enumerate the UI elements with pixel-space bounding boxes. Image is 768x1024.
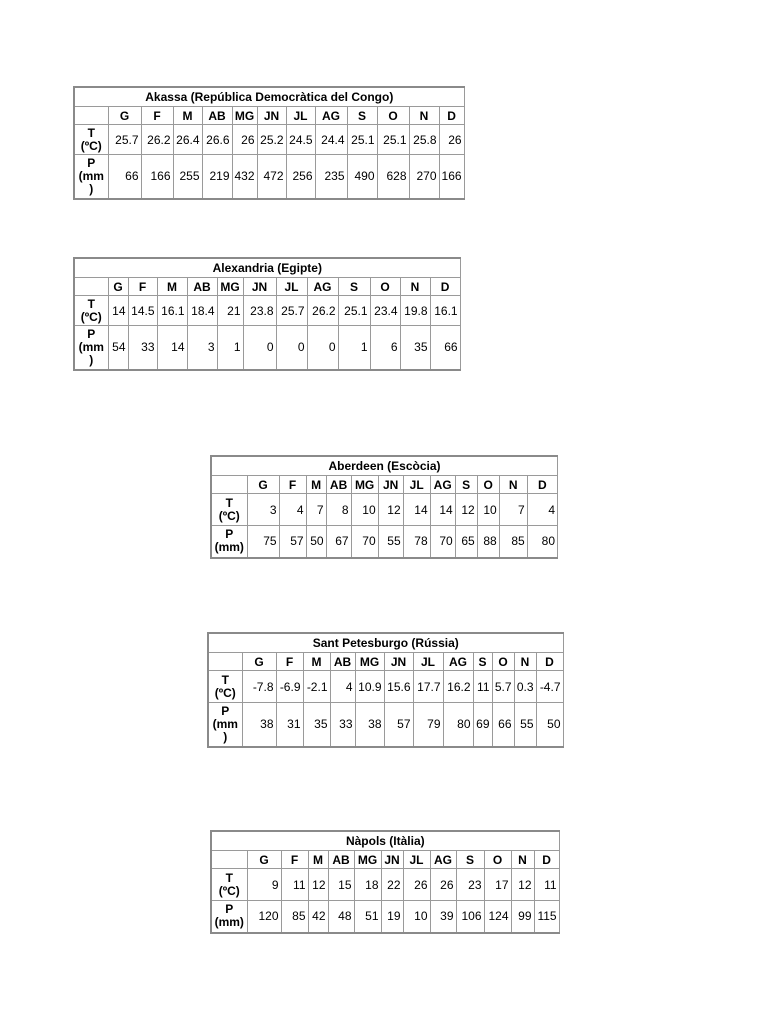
precipitation-cell: 3 [187, 326, 217, 370]
precipitation-cell: 33 [128, 326, 157, 370]
precipitation-cell: 432 [232, 155, 257, 199]
temperature-cell: 11 [473, 671, 492, 703]
precipitation-cell: 35 [400, 326, 430, 370]
precipitation-cell: 255 [173, 155, 202, 199]
precipitation-cell: 628 [377, 155, 409, 199]
temperature-cell: 12 [455, 494, 477, 526]
temperature-cell: 12 [378, 494, 403, 526]
month-header: M [157, 278, 187, 296]
precipitation-cell: 6 [370, 326, 400, 370]
month-header: O [370, 278, 400, 296]
temperature-label: T (ºC) [211, 494, 247, 526]
temperature-cell: 9 [247, 869, 281, 901]
corner-cell [211, 476, 247, 494]
month-header: N [511, 851, 534, 869]
precipitation-cell: 85 [281, 901, 308, 933]
month-header: MG [351, 476, 378, 494]
precipitation-label: P (mm ) [208, 703, 242, 747]
temperature-cell: 10.9 [355, 671, 384, 703]
temperature-cell: 15 [328, 869, 354, 901]
month-header: AB [330, 653, 355, 671]
precipitation-cell: 256 [286, 155, 315, 199]
precipitation-cell: 472 [257, 155, 286, 199]
temperature-cell: 25.2 [257, 125, 286, 155]
table-title: Sant Petesburgo (Rússia) [208, 633, 563, 653]
precipitation-cell: 80 [527, 526, 557, 558]
precipitation-cell: 57 [384, 703, 413, 747]
precipitation-cell: 66 [108, 155, 141, 199]
temperature-cell: 18.4 [187, 296, 217, 326]
precipitation-cell: 235 [315, 155, 347, 199]
precipitation-label: P (mm ) [74, 155, 108, 199]
month-header: JN [257, 107, 286, 125]
temperature-cell: 23 [456, 869, 484, 901]
precipitation-cell: 39 [430, 901, 456, 933]
temperature-cell: 26 [439, 125, 464, 155]
month-header: M [308, 851, 328, 869]
month-header: O [377, 107, 409, 125]
temperature-label: T (ºC) [211, 869, 247, 901]
temperature-cell: 11 [281, 869, 308, 901]
precipitation-cell: 115 [534, 901, 559, 933]
month-header: S [456, 851, 484, 869]
precipitation-row [208, 703, 563, 747]
month-header: O [492, 653, 514, 671]
month-header: F [276, 653, 303, 671]
temperature-cell: 16.1 [157, 296, 187, 326]
temperature-row [211, 494, 558, 526]
precipitation-cell: 69 [473, 703, 492, 747]
temperature-cell: 25.8 [409, 125, 439, 155]
month-header-row [211, 476, 558, 494]
month-header: G [108, 278, 128, 296]
corner-cell [74, 278, 108, 296]
month-header: G [247, 476, 279, 494]
temperature-cell: 22 [381, 869, 403, 901]
temperature-cell: 26.4 [173, 125, 202, 155]
month-header: JN [381, 851, 403, 869]
precipitation-cell: 65 [455, 526, 477, 558]
precipitation-cell: 79 [413, 703, 443, 747]
climate-table-sant-petesburgo [207, 632, 564, 748]
temperature-cell: 14.5 [128, 296, 157, 326]
temperature-cell: 16.2 [443, 671, 473, 703]
temperature-cell: 7 [306, 494, 326, 526]
precipitation-cell: 55 [514, 703, 536, 747]
precipitation-cell: 75 [247, 526, 279, 558]
precipitation-cell: 67 [326, 526, 351, 558]
temperature-row [211, 869, 559, 901]
temperature-cell: 19.8 [400, 296, 430, 326]
precipitation-row [211, 526, 558, 558]
month-header: F [128, 278, 157, 296]
month-header: G [242, 653, 276, 671]
temperature-cell: 24.4 [315, 125, 347, 155]
month-header: MG [355, 653, 384, 671]
precipitation-cell: 33 [330, 703, 355, 747]
precipitation-cell: 0 [307, 326, 338, 370]
temperature-cell: 14 [403, 494, 430, 526]
temperature-cell: 17.7 [413, 671, 443, 703]
temperature-cell: 26 [403, 869, 430, 901]
precipitation-cell: 0 [276, 326, 307, 370]
temperature-label: T (ºC) [74, 296, 108, 326]
precipitation-row [74, 326, 460, 370]
precipitation-row [211, 901, 559, 933]
month-header: D [439, 107, 464, 125]
temperature-cell: 4 [330, 671, 355, 703]
month-header: AB [328, 851, 354, 869]
month-header: MG [354, 851, 381, 869]
precipitation-cell: 31 [276, 703, 303, 747]
temperature-cell: 17 [484, 869, 511, 901]
precipitation-cell: 270 [409, 155, 439, 199]
temperature-cell: 8 [326, 494, 351, 526]
month-header: O [484, 851, 511, 869]
precipitation-cell: 166 [439, 155, 464, 199]
month-header: JL [413, 653, 443, 671]
corner-cell [211, 851, 247, 869]
temperature-label: T (ºC) [208, 671, 242, 703]
table-title: Alexandria (Egipte) [74, 258, 460, 278]
month-header: S [473, 653, 492, 671]
precipitation-cell: 1 [217, 326, 243, 370]
month-header: JL [286, 107, 315, 125]
precipitation-cell: 88 [477, 526, 499, 558]
precipitation-cell: 50 [306, 526, 326, 558]
precipitation-cell: 42 [308, 901, 328, 933]
month-header: S [455, 476, 477, 494]
table-title: Nàpols (Itàlia) [211, 831, 559, 851]
temperature-cell: 15.6 [384, 671, 413, 703]
precipitation-cell: 66 [492, 703, 514, 747]
corner-cell [74, 107, 108, 125]
temperature-cell: 5.7 [492, 671, 514, 703]
temperature-cell: 12 [308, 869, 328, 901]
month-header: AG [443, 653, 473, 671]
month-header: AB [326, 476, 351, 494]
temperature-cell: 18 [354, 869, 381, 901]
temperature-row [208, 671, 563, 703]
temperature-cell: 25.7 [276, 296, 307, 326]
month-header-row [74, 107, 464, 125]
temperature-cell: 21 [217, 296, 243, 326]
month-header: AG [315, 107, 347, 125]
month-header-row [74, 278, 460, 296]
precipitation-cell: 57 [279, 526, 306, 558]
temperature-cell: -6.9 [276, 671, 303, 703]
precipitation-cell: 66 [430, 326, 460, 370]
month-header: G [108, 107, 141, 125]
temperature-cell: 26 [430, 869, 456, 901]
month-header: D [527, 476, 557, 494]
temperature-cell: -2.1 [303, 671, 330, 703]
temperature-cell: 3 [247, 494, 279, 526]
temperature-cell: 25.7 [108, 125, 141, 155]
temperature-cell: 10 [477, 494, 499, 526]
month-header: JL [403, 851, 430, 869]
precipitation-cell: 124 [484, 901, 511, 933]
temperature-cell: 11 [534, 869, 559, 901]
month-header: N [400, 278, 430, 296]
temperature-cell: -4.7 [536, 671, 563, 703]
month-header: F [279, 476, 306, 494]
precipitation-cell: 55 [378, 526, 403, 558]
temperature-cell: 10 [351, 494, 378, 526]
temperature-cell: 14 [108, 296, 128, 326]
month-header: AG [307, 278, 338, 296]
precipitation-cell: 106 [456, 901, 484, 933]
precipitation-cell: 19 [381, 901, 403, 933]
temperature-cell: 14 [430, 494, 455, 526]
month-header: D [430, 278, 460, 296]
precipitation-label: P (mm ) [74, 326, 108, 370]
climate-table-napols [210, 830, 560, 934]
precipitation-cell: 51 [354, 901, 381, 933]
precipitation-cell: 50 [536, 703, 563, 747]
month-header: AB [202, 107, 232, 125]
month-header: M [306, 476, 326, 494]
month-header: N [499, 476, 527, 494]
corner-cell [208, 653, 242, 671]
temperature-cell: 24.5 [286, 125, 315, 155]
month-header: N [514, 653, 536, 671]
precipitation-cell: 490 [347, 155, 377, 199]
month-header: JN [243, 278, 276, 296]
climate-table-alexandria [73, 257, 461, 371]
month-header: JL [276, 278, 307, 296]
month-header: S [338, 278, 370, 296]
month-header: O [477, 476, 499, 494]
month-header: M [173, 107, 202, 125]
temperature-cell: 23.8 [243, 296, 276, 326]
precipitation-cell: 99 [511, 901, 534, 933]
temperature-cell: 4 [279, 494, 306, 526]
month-header: N [409, 107, 439, 125]
table-title: Akassa (República Democràtica del Congo) [74, 87, 464, 107]
precipitation-row [74, 155, 464, 199]
precipitation-cell: 70 [430, 526, 455, 558]
month-header-row [211, 851, 559, 869]
month-header: S [347, 107, 377, 125]
temperature-cell: 16.1 [430, 296, 460, 326]
precipitation-cell: 1 [338, 326, 370, 370]
temperature-cell: 23.4 [370, 296, 400, 326]
table-title: Aberdeen (Escòcia) [211, 456, 558, 476]
precipitation-cell: 120 [247, 901, 281, 933]
month-header: JL [403, 476, 430, 494]
temperature-cell: 25.1 [377, 125, 409, 155]
month-header: M [303, 653, 330, 671]
precipitation-cell: 85 [499, 526, 527, 558]
month-header: MG [232, 107, 257, 125]
temperature-row [74, 125, 464, 155]
month-header: MG [217, 278, 243, 296]
precipitation-cell: 38 [355, 703, 384, 747]
precipitation-cell: 219 [202, 155, 232, 199]
precipitation-cell: 166 [141, 155, 173, 199]
month-header: AB [187, 278, 217, 296]
precipitation-cell: 80 [443, 703, 473, 747]
precipitation-cell: 48 [328, 901, 354, 933]
temperature-cell: 26.2 [307, 296, 338, 326]
temperature-cell: 0.3 [514, 671, 536, 703]
precipitation-cell: 0 [243, 326, 276, 370]
precipitation-cell: 38 [242, 703, 276, 747]
temperature-cell: 26.6 [202, 125, 232, 155]
precipitation-cell: 14 [157, 326, 187, 370]
month-header: F [281, 851, 308, 869]
month-header: G [247, 851, 281, 869]
precipitation-cell: 70 [351, 526, 378, 558]
temperature-row [74, 296, 460, 326]
temperature-label: T (ºC) [74, 125, 108, 155]
climate-table-akassa [73, 86, 465, 200]
temperature-cell: 12 [511, 869, 534, 901]
precipitation-cell: 78 [403, 526, 430, 558]
temperature-cell: 25.1 [338, 296, 370, 326]
temperature-cell: 4 [527, 494, 557, 526]
climate-table-aberdeen [210, 455, 558, 559]
temperature-cell: 26 [232, 125, 257, 155]
temperature-cell: 7 [499, 494, 527, 526]
month-header: AG [430, 851, 456, 869]
temperature-cell: -7.8 [242, 671, 276, 703]
month-header-row [208, 653, 563, 671]
precipitation-cell: 35 [303, 703, 330, 747]
month-header: D [534, 851, 559, 869]
month-header: JN [384, 653, 413, 671]
precipitation-cell: 54 [108, 326, 128, 370]
temperature-cell: 25.1 [347, 125, 377, 155]
month-header: JN [378, 476, 403, 494]
temperature-cell: 26.2 [141, 125, 173, 155]
precipitation-cell: 10 [403, 901, 430, 933]
month-header: D [536, 653, 563, 671]
precipitation-label: P (mm) [211, 901, 247, 933]
month-header: AG [430, 476, 455, 494]
precipitation-label: P (mm) [211, 526, 247, 558]
month-header: F [141, 107, 173, 125]
